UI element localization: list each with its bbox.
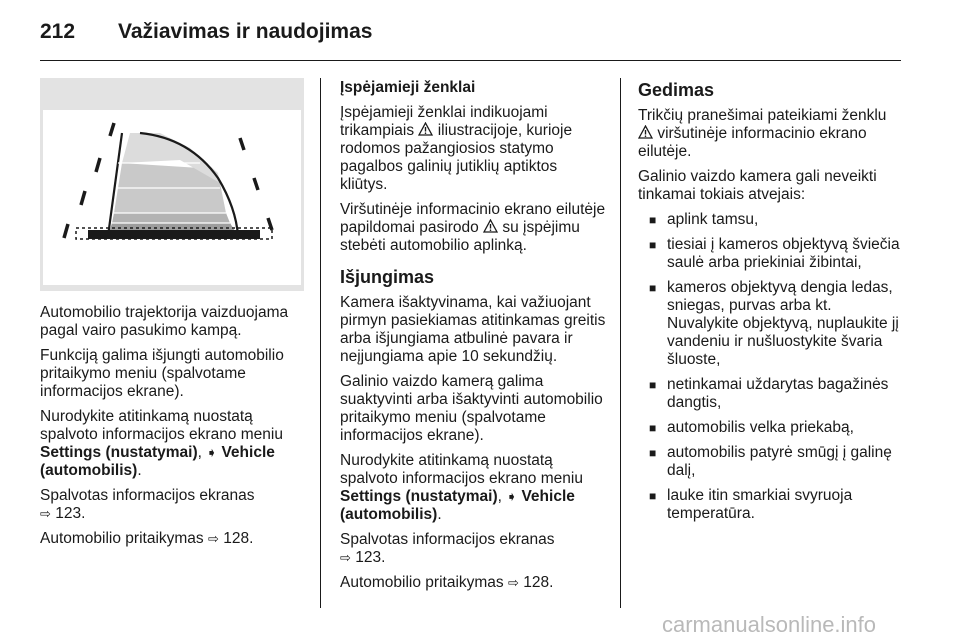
header-rule — [40, 60, 901, 61]
page-title: Važiavimas ir naudojimas — [118, 20, 373, 43]
rear-camera-trajectory-figure — [40, 78, 304, 291]
bullet-square-icon: ■ — [649, 238, 657, 252]
warning-triangle-icon — [418, 122, 433, 136]
off-paragraph-1: Kamera išaktyvinama, kai važiuojant pirmyn pasiekiamas atitinkamas greitis arba išjungiama atbulinė pavara ir neįjungiama apie 10 sekundžių. — [340, 294, 606, 365]
settings-menu-label: Settings (nustatymai) — [340, 488, 498, 505]
bullet-square-icon: ■ — [649, 489, 657, 503]
bullet-square-icon: ■ — [649, 281, 657, 295]
fault-paragraph-1 — [638, 107, 902, 161]
off-heading: Išjungimas — [340, 267, 435, 287]
column-divider-left — [320, 78, 321, 608]
settings-menu-label: Settings (nustatymai) — [40, 444, 198, 461]
warning-p1-text-a: Įspėjamieji ženklai indikuojami trikampiais — [340, 104, 548, 139]
middle-reference-2 — [340, 574, 608, 592]
left-reference-2 — [40, 530, 310, 548]
middle-ref2-label: Automobilio pritaikymas — [340, 574, 504, 591]
menu-arrow-icon: ➧ — [506, 489, 518, 504]
left-paragraph-3: Nurodykite atitinkamą nuostatą spalvoto informacijos ekrano meniu Settings (nustatymai), ➧ Vehicle (automobilis). — [40, 408, 283, 479]
left-ref1-page: 123. — [55, 505, 86, 522]
figure-caption: Automobilio trajektorija vaizduojama pagal vairo pasukimo kampą. — [40, 304, 289, 339]
left-paragraph-2: Funkciją galima išjungti automobilio pritaikymo meniu (spalvotame informacijos ekrane). — [40, 347, 284, 400]
fault-p1-text-b: viršutinėje informacinio ekrano eilutėje. — [638, 125, 867, 160]
list-item — [638, 376, 902, 412]
left-reference-1 — [40, 487, 310, 523]
list-item-text: netinkamai uždarytas bagažinės dangtis, — [667, 376, 889, 411]
fault-conditions-list — [638, 211, 902, 523]
page-reference-arrow-icon: ⇨ — [208, 531, 219, 546]
middle-ref1-label: Spalvotas informacijos ekranas — [340, 531, 555, 548]
list-item — [638, 487, 902, 523]
left-ref2-label: Automobilio pritaikymas — [40, 530, 204, 547]
page-reference-arrow-icon: ⇨ — [340, 550, 351, 565]
bullet-square-icon: ■ — [649, 421, 657, 435]
warning-p2-text-b: su įspėjimu stebėti automobilio aplinką. — [340, 219, 580, 254]
left-column — [40, 304, 310, 555]
fault-heading: Gedimas — [638, 80, 715, 100]
warning-paragraph-1 — [340, 104, 608, 194]
list-item-text: aplink tamsu, — [667, 211, 759, 228]
page-reference-arrow-icon: ⇨ — [40, 506, 51, 521]
off-p3-text: Nurodykite atitinkamą nuostatą spalvoto informacijos ekrano meniu — [340, 452, 583, 487]
column-divider-right — [620, 78, 621, 608]
list-item-text: automobilis velka priekabą, — [667, 419, 854, 436]
off-paragraph-2: Galinio vaizdo kamerą galima suaktyvinti arba išaktyvinti automobilio pritaikymo meniu (spalvotame informacijos ekrane). — [340, 373, 603, 444]
list-item — [638, 211, 902, 229]
warning-signs-heading: Įspėjamieji ženklai — [340, 79, 476, 96]
vehicle-menu-label: Vehicle (automobilis) — [340, 488, 575, 523]
fault-p1-text-a: Trikčių pranešimai pateikiami ženklu — [638, 107, 887, 124]
watermark: carmanualsonline.info — [662, 612, 877, 637]
page-reference-arrow-icon: ⇨ — [508, 575, 519, 590]
left-ref2-page: 128. — [223, 530, 254, 547]
page-number: 212 — [40, 20, 76, 43]
right-column — [638, 80, 902, 530]
bullet-square-icon: ■ — [649, 378, 657, 392]
vehicle-menu-label: Vehicle (automobilis) — [40, 444, 275, 479]
warning-p1-text-b: iliustracijoje, kurioje rodomos pažangiosios statymo pagalbos galinių jutiklių aptiktos kliūtys. — [340, 122, 573, 193]
middle-column — [340, 79, 608, 599]
list-item-text: tiesiai į kameros objektyvą šviečia saulė arba priekiniai žibintai, — [667, 236, 900, 271]
list-item-text: automobilis patyrė smūgį į galinę dalį, — [667, 444, 892, 479]
list-item — [638, 444, 902, 480]
menu-arrow-icon: ➧ — [206, 445, 218, 460]
bullet-square-icon: ■ — [649, 213, 657, 227]
warning-p2-text-a: Viršutinėje informacinio ekrano eilutėje papildomai pasirodo — [340, 201, 606, 236]
left-p3-text: Nurodykite atitinkamą nuostatą spalvoto informacijos ekrano meniu — [40, 408, 283, 443]
warning-triangle-icon — [483, 219, 498, 233]
list-item-text: lauke itin smarkiai svyruoja temperatūra. — [667, 487, 853, 522]
fault-paragraph-2: Galinio vaizdo kamera gali neveikti tinkamai tokiais atvejais: — [638, 168, 877, 203]
off-paragraph-3: Nurodykite atitinkamą nuostatą spalvoto informacijos ekrano meniu Settings (nustatymai), ➧ Vehicle (automobilis). — [340, 452, 583, 523]
list-item — [638, 279, 902, 369]
list-item-text: kameros objektyvą dengia ledas, sniegas, purvas arba kt. Nuvalykite objektyvą, nuplaukite jį vandeniu ir nušluostykite švaria šluoste, — [667, 279, 899, 368]
middle-ref2-page: 128. — [523, 574, 554, 591]
middle-reference-1 — [340, 531, 608, 567]
rear-camera-trajectory-illustration-icon — [40, 78, 304, 291]
bullet-square-icon: ■ — [649, 446, 657, 460]
list-item — [638, 419, 902, 437]
middle-ref1-page: 123. — [355, 549, 386, 566]
warning-triangle-icon — [638, 125, 653, 139]
list-item — [638, 236, 902, 272]
warning-paragraph-2 — [340, 201, 608, 255]
left-ref1-label: Spalvotas informacijos ekranas — [40, 487, 255, 504]
